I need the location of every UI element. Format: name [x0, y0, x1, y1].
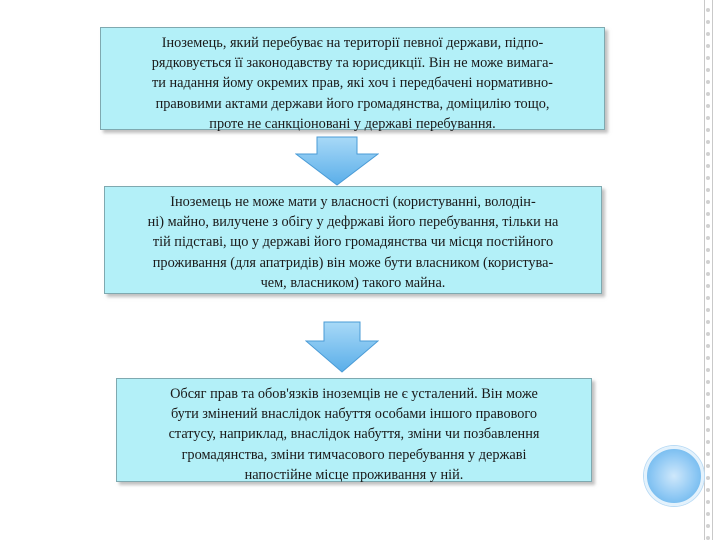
border-line — [704, 0, 705, 540]
right-border-decoration — [700, 0, 720, 540]
circle-decoration — [644, 446, 704, 506]
statement-box-1: Іноземець, який перебуває на території певної держави, підпо- рядковується її законодавству та юрисдикції. Він не може вимага- ти надання йому окремих прав, які хоч і передбачені нормативно- правовими актами держави його громадянства, доміцилію тощо, проте не санкціоновані у державі перебування. — [100, 27, 605, 130]
statement-box-2: Іноземець не може мати у власності (користуванні, володін- ні) майно, вилучене з обігу у дефржаві його перебування, тільки на тій підставі, що у державі його громадянства чи місця постійного проживання (для апатридів) він може бути власником (користува- чем, власником) такого майна. — [104, 186, 602, 294]
down-arrow-icon — [295, 136, 379, 186]
down-arrow-icon — [305, 321, 379, 373]
border-line — [712, 0, 713, 540]
statement-box-3: Обсяг прав та обов'язків іноземців не є усталений. Він може бути змінений внаслідок набуття особами іншого правового статусу, наприклад, внаслідок набуття, зміни чи позбавлення громадянства, зміни тимчасового перебування у державі напостійне місце проживання у ній. — [116, 378, 592, 482]
